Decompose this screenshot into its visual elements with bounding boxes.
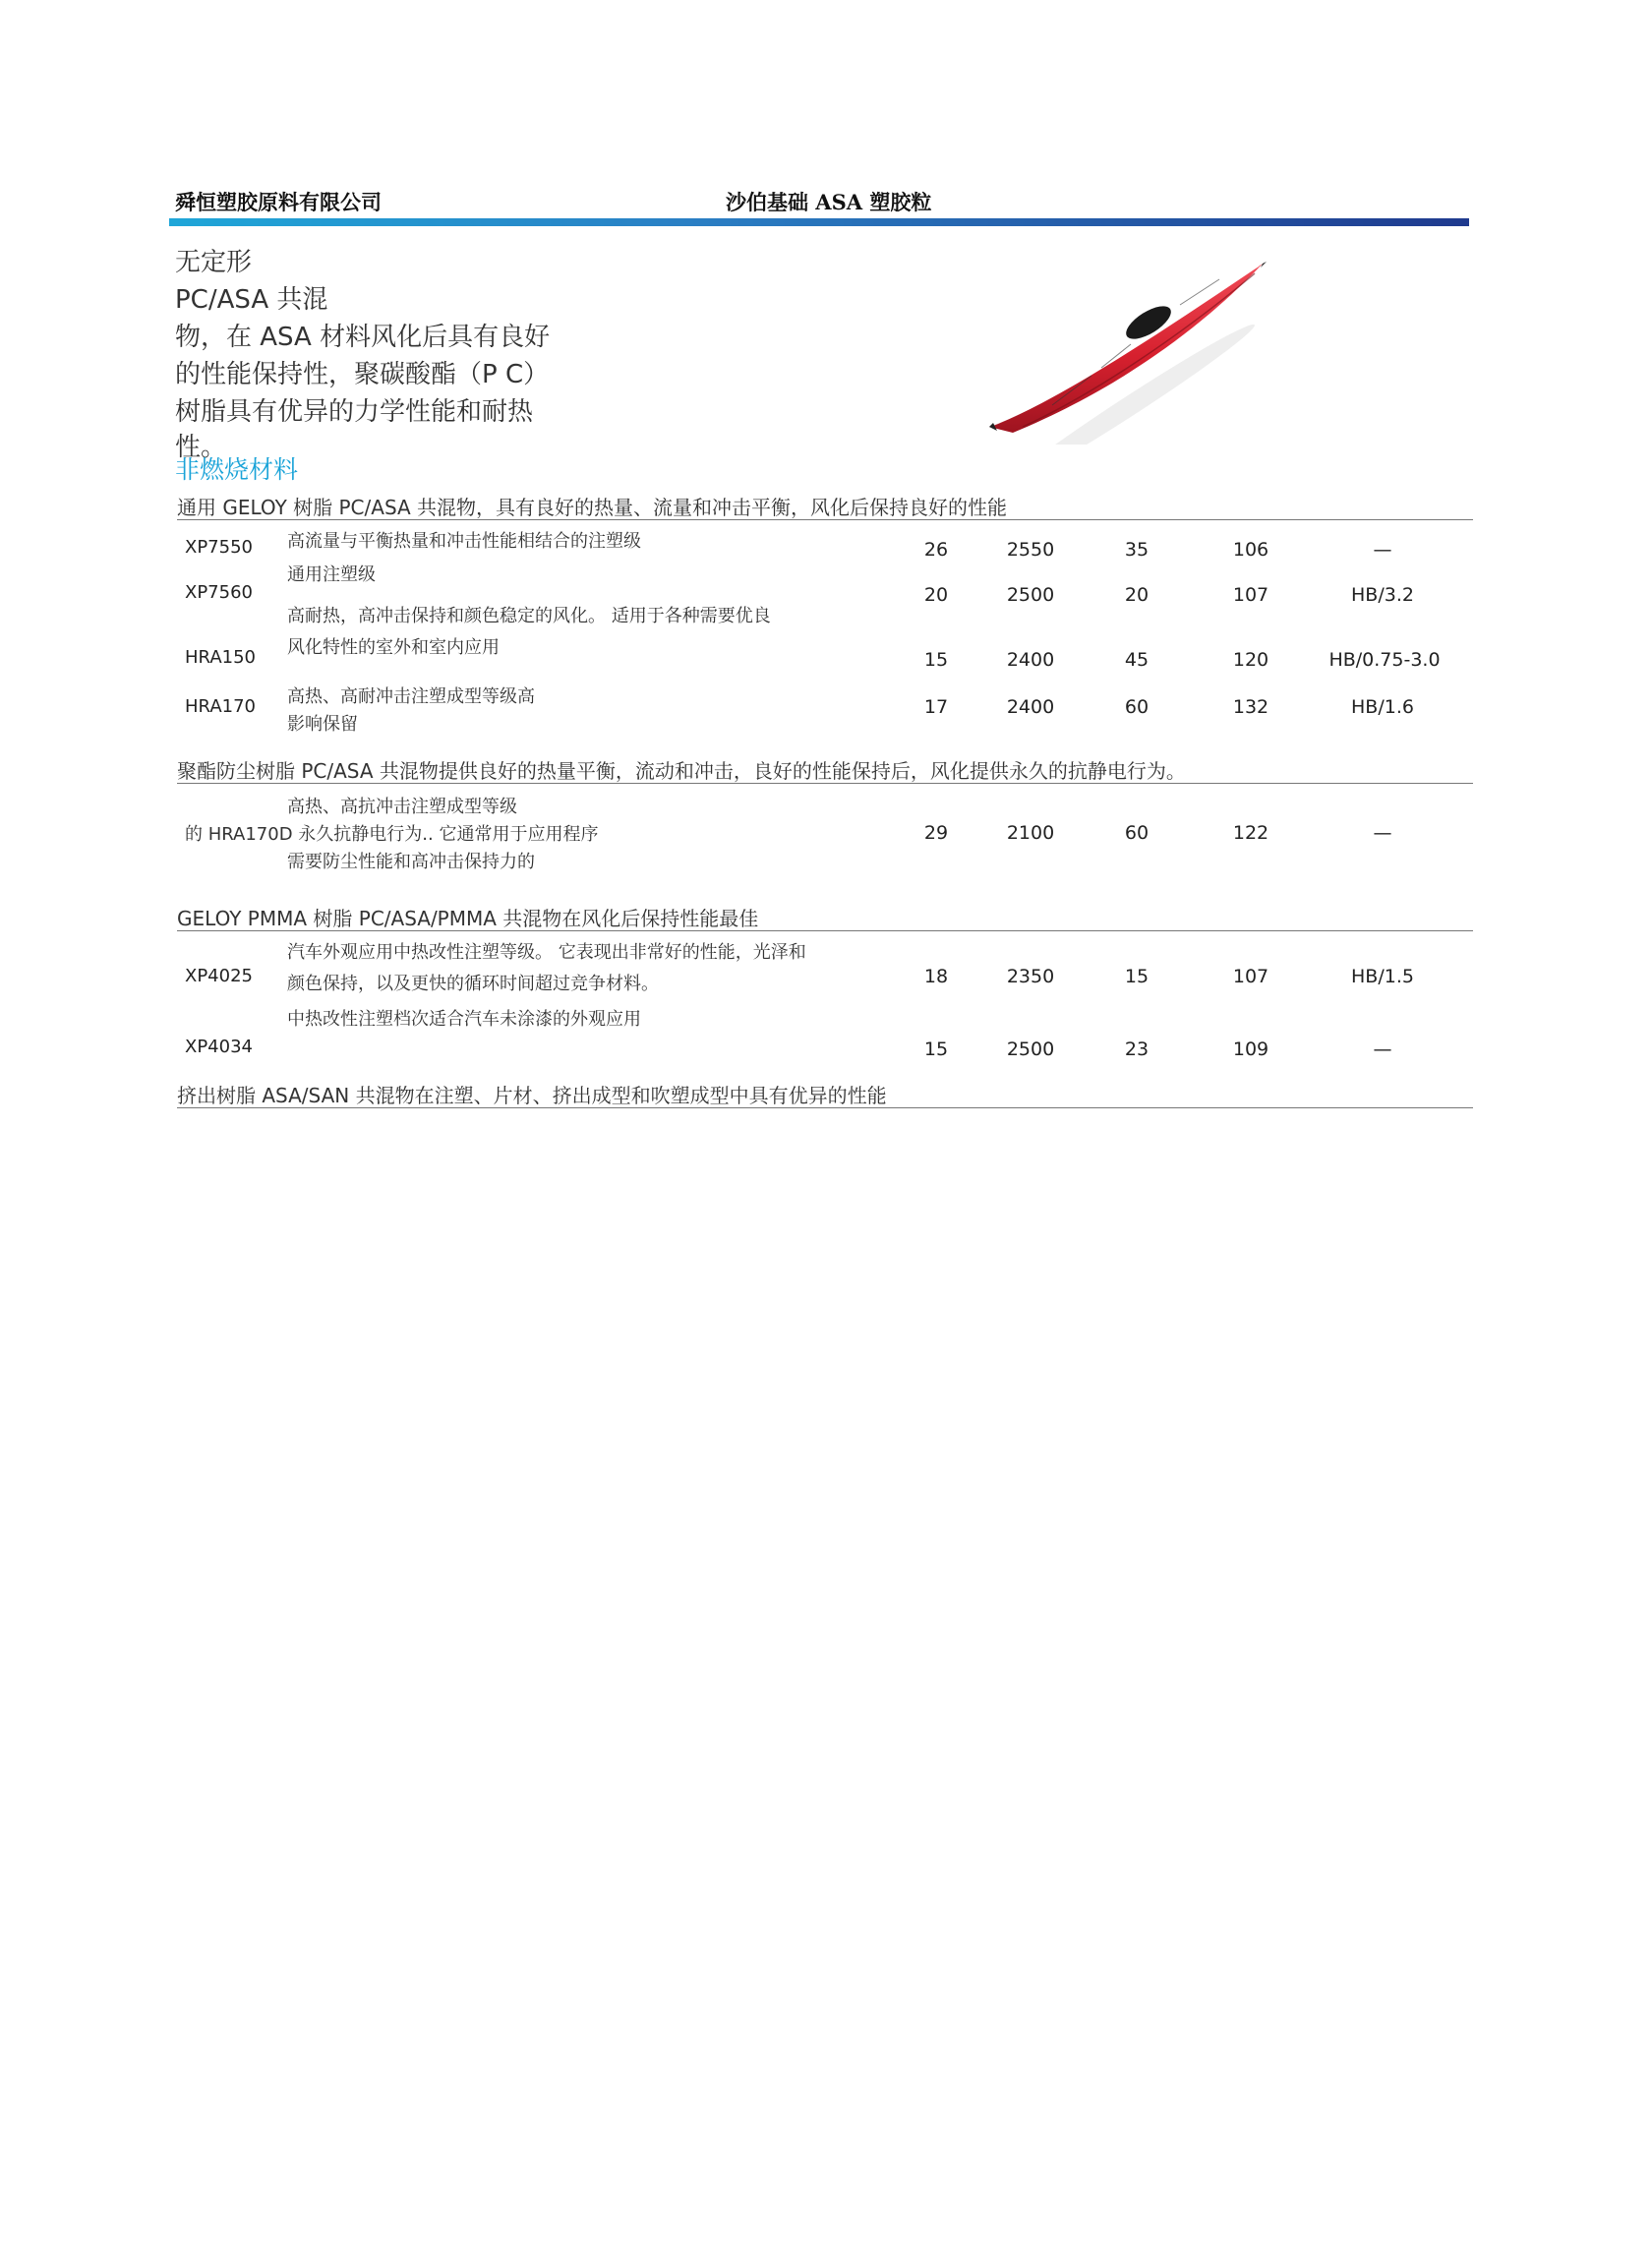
intro-line: 性。 bbox=[175, 433, 227, 462]
value-cell: 2400 bbox=[1006, 649, 1055, 671]
value-cell: 132 bbox=[1232, 696, 1269, 718]
value-cell: 2350 bbox=[1006, 966, 1055, 987]
header-divider bbox=[169, 218, 1469, 226]
value-cell: 120 bbox=[1232, 649, 1269, 671]
product-title: 沙伯基础 ASA 塑胶粒 bbox=[726, 190, 932, 214]
grade-description: 颜色保持，以及更快的循环时间超过竞争材料。 bbox=[287, 974, 659, 994]
value-cell: 18 bbox=[923, 966, 949, 987]
intro-line: 树脂具有优异的力学性能和耐热 bbox=[175, 397, 534, 427]
value-cell: 60 bbox=[1124, 696, 1150, 718]
section-title: 聚酯防尘树脂 PC/ASA 共混物提供良好的热量平衡，流动和冲击，良好的性能保持后，风化提供永久的抗静电行为。 bbox=[177, 759, 1186, 783]
value-cell: 107 bbox=[1232, 966, 1269, 987]
section-title: 挤出树脂 ASA/SAN 共混物在注塑、片材、挤出成型和吹塑成型中具有优异的性能 bbox=[177, 1084, 887, 1107]
grade-code: XP4034 bbox=[185, 1037, 253, 1057]
grade-code: XP7550 bbox=[185, 537, 253, 558]
grade-description: 风化特性的室外和室内应用 bbox=[287, 637, 500, 658]
kayak-image bbox=[983, 258, 1278, 445]
value-cell: HB/1.6 bbox=[1351, 696, 1414, 718]
grade-description: 高热、高抗冲击注塑成型等级 bbox=[287, 797, 517, 817]
value-cell: 2400 bbox=[1006, 696, 1055, 718]
value-cell: 17 bbox=[923, 696, 949, 718]
value-cell: 106 bbox=[1232, 539, 1269, 561]
section-rule bbox=[177, 519, 1473, 520]
value-cell: 60 bbox=[1124, 822, 1150, 844]
section-rule bbox=[177, 1107, 1473, 1108]
grade-description: 的 HRA170D 永久抗静电行为.. 它通常用于应用程序 bbox=[185, 824, 599, 845]
flame-label: 非燃烧材料 bbox=[175, 455, 299, 484]
value-cell: HB/1.5 bbox=[1351, 966, 1414, 987]
value-cell: — bbox=[1373, 539, 1392, 561]
grade-description: 高耐热，高冲击保持和颜色稳定的风化。 适用于各种需要优良 bbox=[287, 606, 771, 626]
company-name: 舜恒塑胶原料有限公司 bbox=[175, 190, 382, 214]
grade-description: 中热改性注塑档次适合汽车未涂漆的外观应用 bbox=[287, 1009, 641, 1030]
value-cell: 35 bbox=[1124, 539, 1150, 561]
value-cell: 2100 bbox=[1006, 822, 1055, 844]
value-cell: 122 bbox=[1232, 822, 1269, 844]
value-cell: 20 bbox=[1124, 584, 1150, 606]
intro-line: 物，在 ASA 材料风化后具有良好 bbox=[175, 323, 551, 352]
grade-code: HRA170 bbox=[185, 696, 256, 717]
value-cell: 2550 bbox=[1006, 539, 1055, 561]
intro-line: PC/ASA 共混 bbox=[175, 285, 328, 315]
value-cell: 23 bbox=[1124, 1038, 1150, 1060]
grade-description: 通用注塑级 bbox=[287, 564, 376, 585]
value-cell: 2500 bbox=[1006, 584, 1055, 606]
section-title: 通用 GELOY 树脂 PC/ASA 共混物，具有良好的热量、流量和冲击平衡，风化后保持良好的性能 bbox=[177, 496, 1008, 519]
grade-description: 高流量与平衡热量和冲击性能相结合的注塑级 bbox=[287, 531, 641, 552]
grade-description: 影响保留 bbox=[287, 714, 358, 735]
section-rule bbox=[177, 930, 1473, 931]
value-cell: 2500 bbox=[1006, 1038, 1055, 1060]
value-cell: 26 bbox=[923, 539, 949, 561]
intro-line: 的性能保持性，聚碳酸酯（P C） bbox=[175, 360, 550, 389]
grade-description: 需要防尘性能和高冲击保持力的 bbox=[287, 852, 535, 872]
value-cell: 109 bbox=[1232, 1038, 1269, 1060]
value-cell: 20 bbox=[923, 584, 949, 606]
value-cell: HB/0.75-3.0 bbox=[1328, 649, 1441, 671]
section-title: GELOY PMMA 树脂 PC/ASA/PMMA 共混物在风化后保持性能最佳 bbox=[177, 907, 759, 930]
value-cell: 107 bbox=[1232, 584, 1269, 606]
grade-code: HRA150 bbox=[185, 647, 256, 668]
value-cell: 15 bbox=[1124, 966, 1150, 987]
grade-code: XP7560 bbox=[185, 582, 253, 603]
section-rule bbox=[177, 783, 1473, 784]
value-cell: — bbox=[1373, 1038, 1392, 1060]
value-cell: — bbox=[1373, 822, 1392, 844]
grade-description: 高热、高耐冲击注塑成型等级高 bbox=[287, 686, 535, 707]
value-cell: HB/3.2 bbox=[1351, 584, 1414, 606]
grade-code: XP4025 bbox=[185, 966, 253, 986]
value-cell: 15 bbox=[923, 1038, 949, 1060]
grade-description: 汽车外观应用中热改性注塑等级。 它表现出非常好的性能，光泽和 bbox=[287, 942, 806, 963]
value-cell: 29 bbox=[923, 822, 949, 844]
value-cell: 15 bbox=[923, 649, 949, 671]
intro-line: 无定形 bbox=[175, 248, 253, 277]
value-cell: 45 bbox=[1124, 649, 1150, 671]
